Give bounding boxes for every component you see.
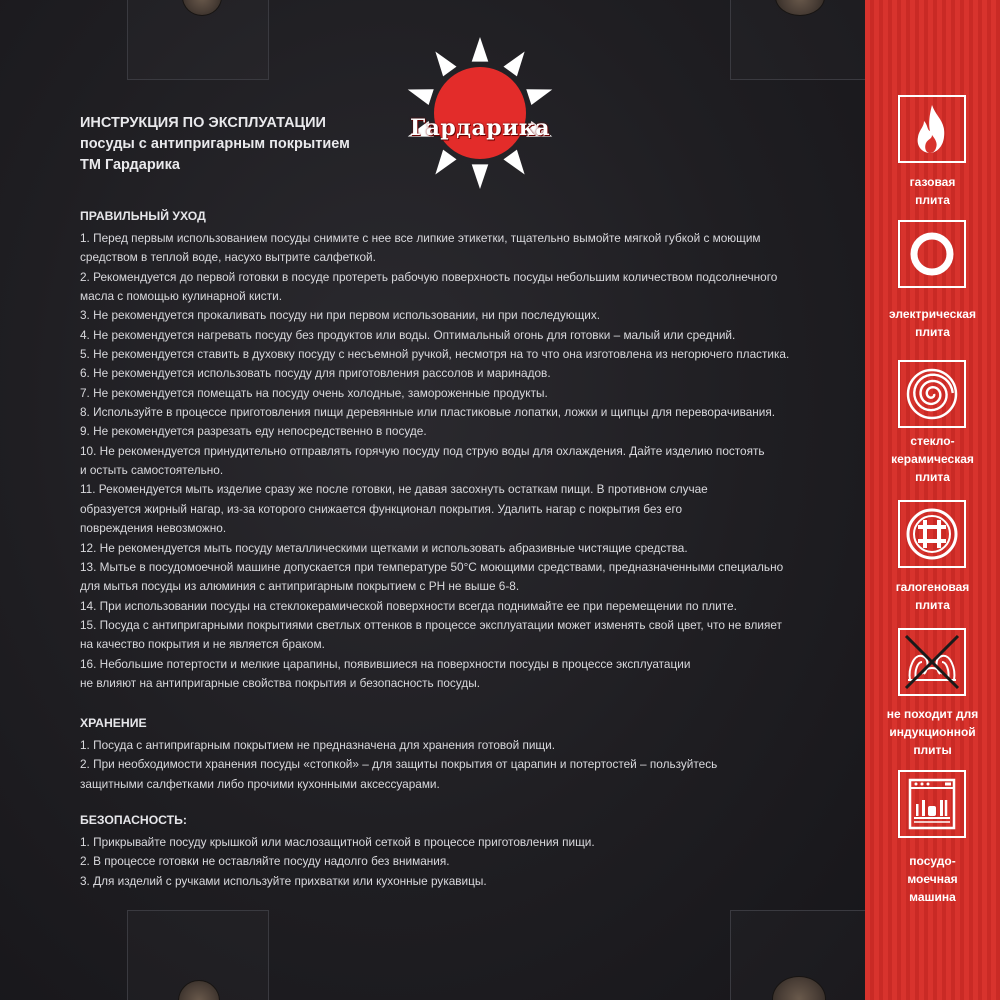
label-line: плита — [915, 193, 950, 207]
instruction-line: 2. В процессе готовки не оставляйте посуду надолго без внимания. — [80, 854, 450, 869]
instruction-line: и остыть самостоятельно. — [80, 463, 224, 478]
title-line: посуды с антипригарным покрытием — [80, 136, 350, 152]
flame-icon — [898, 95, 966, 163]
gas-stove-label — [865, 173, 1000, 209]
title-line: ИНСТРУКЦИЯ ПО ЭКСПЛУАТАЦИИ — [80, 115, 326, 131]
label-line: газовая — [909, 175, 956, 189]
instruction-line: 16. Небольшие потертости и мелкие царапины, появившиеся на поверхности посуды в процессе эксплуатации — [80, 656, 691, 671]
instruction-line: 11. Рекомендуется мыть изделие сразу же после готовки, не давая засохнуть остаткам пищи. В противном случае — [80, 482, 708, 497]
instruction-line: образуется жирный нагар, из-за которого снижается функционал покрытия. Удалить нагар с покрытия без его — [80, 501, 683, 516]
instruction-line: защитными салфетками либо прочими кухонными аксессуарами. — [80, 776, 440, 791]
instruction-line: 12. Не рекомендуется мыть посуду металлическими щетками и использовать абразивные чистящие средства. — [80, 540, 688, 555]
instruction-line: 6. Не рекомендуется использовать посуду для приготовления рассолов и маринадов. — [80, 366, 551, 381]
instruction-line: 5. Не рекомендуется ставить в духовку посуду с несъемной ручкой, несмотря на то что она изготовлена из негорючего пластика. — [80, 347, 790, 362]
label-line: не походит для — [886, 707, 979, 721]
label-line: керамическая — [891, 452, 974, 466]
instruction-line: 3. Не рекомендуется прокаливать посуду ни при первом использовании, ни при последующих. — [80, 308, 601, 323]
instruction-line: 1. Посуда с антипригарным покрытием не предназначена для хранения готовой пищи. — [80, 738, 556, 752]
instruction-line: 2. При необходимости хранения посуды «стопкой» – для защиты покрытия от царапин и потертостей – пользуйтесь — [80, 757, 718, 772]
instruction-line: 9. Не рекомендуется разрезать еду непосредственно в посуде. — [80, 424, 427, 439]
instruction-line: 7. Не рекомендуется помещать на посуду очень холодные, замороженные продукты. — [80, 385, 548, 400]
title-line: ТМ Гардарика — [80, 157, 180, 173]
instruction-line: 4. Не рекомендуется нагревать посуду без продуктов или воды. Оптимальный огонь для готовки – малый или средний. — [80, 327, 736, 342]
brand-logo — [385, 35, 575, 195]
label-line: галогеновая — [895, 580, 970, 594]
glass-ceramic-stove-label — [865, 432, 1000, 486]
label-line: посудо- — [909, 854, 956, 868]
label-line: моечная — [907, 872, 958, 886]
sun-ray — [503, 150, 524, 175]
instruction-line: 2. Рекомендуется до первой готовки в посуде протереть рабочую поверхность посуды небольшим количеством подсолнечного — [80, 269, 778, 284]
instruction-line: повреждения невозможно. — [80, 521, 227, 536]
section-heading: ПРАВИЛЬНЫЙ УХОД — [80, 209, 206, 223]
halogen-stove-label — [865, 578, 1000, 614]
instruction-line: 14. При использовании посуды на стеклокерамической поверхности всегда поднимайте ее при перемещении по плите. — [80, 598, 737, 613]
dishwasher-label — [865, 852, 1000, 906]
dishwasher-icon — [898, 770, 966, 838]
sun-ray — [435, 150, 456, 175]
instruction-line: 13. Мытье в посудомоечной машине допускается при температуре 50°С моющими средствами, предназначенными специально — [80, 559, 784, 574]
instruction-line: 3. Для изделий с ручками используйте прихватки или кухонные рукавицы. — [80, 873, 487, 888]
section-safety — [80, 813, 800, 891]
section-storage — [80, 716, 800, 794]
label-line: стекло- — [910, 434, 955, 448]
instruction-line: 1. Перед первым использованием посуды снимите с нее все липкие этикетки, тщательно вымойте мягкой губкой с моющим — [80, 231, 761, 245]
stove-compatibility-panel — [865, 0, 1000, 1000]
spiral-icon — [898, 360, 966, 428]
sun-ray — [408, 89, 434, 105]
label-line: плита — [915, 325, 950, 339]
section-heading: БЕЗОПАСНОСТЬ: — [80, 813, 187, 827]
sun-ray — [472, 164, 489, 189]
label-line: плита — [915, 470, 950, 484]
sun-ray — [472, 37, 489, 62]
section-care — [80, 209, 800, 693]
label-line: плита — [915, 598, 950, 612]
instruction-line: не влияют на антипригарные свойства покрытия и безопасность посуды. — [80, 675, 480, 690]
label-line: плиты — [913, 743, 952, 757]
instruction-line: масла с помощью кулинарной кисти. — [80, 289, 282, 304]
instruction-line: на качество покрытия и не является браком. — [80, 637, 325, 652]
sun-ray — [435, 52, 456, 77]
halogen-icon — [898, 500, 966, 568]
electric-stove-label — [865, 305, 1000, 341]
instruction-line: 1. Прикрывайте посуду крышкой или маслозащитной сеткой в процессе приготовления пищи. — [80, 835, 595, 849]
instruction-line: 10. Не рекомендуется принудительно отправлять горячую посуду под струю воды для охлаждения. Дайте изделию постоять — [80, 443, 765, 458]
instruction-line: средством в теплой воде, насухо вытрите салфеткой. — [80, 250, 376, 265]
label-line: индукционной — [889, 725, 976, 739]
page-title — [80, 113, 400, 176]
instruction-line: 8. Используйте в процессе приготовления пищи деревянные или пластиковые лопатки, ложки и щипцы для переворачивания. — [80, 405, 776, 420]
label-line: машина — [909, 890, 956, 904]
label-line: электрическая — [889, 307, 976, 321]
induction-crossed-icon — [898, 628, 966, 696]
sun-ray — [503, 52, 524, 77]
instruction-line: для мытья посуды из алюминия с антипригарным покрытием с PH не выше 6-8. — [80, 579, 520, 594]
ring-icon — [898, 220, 966, 288]
sun-ray — [526, 89, 552, 105]
brand-name: Гардарика — [409, 115, 551, 141]
induction-label — [865, 705, 1000, 759]
section-heading: ХРАНЕНИЕ — [80, 716, 147, 730]
instruction-line: 15. Посуда с антипригарными покрытиями светлых оттенков в процессе эксплуатации может изменять свой цвет, что не влияет — [80, 617, 782, 632]
